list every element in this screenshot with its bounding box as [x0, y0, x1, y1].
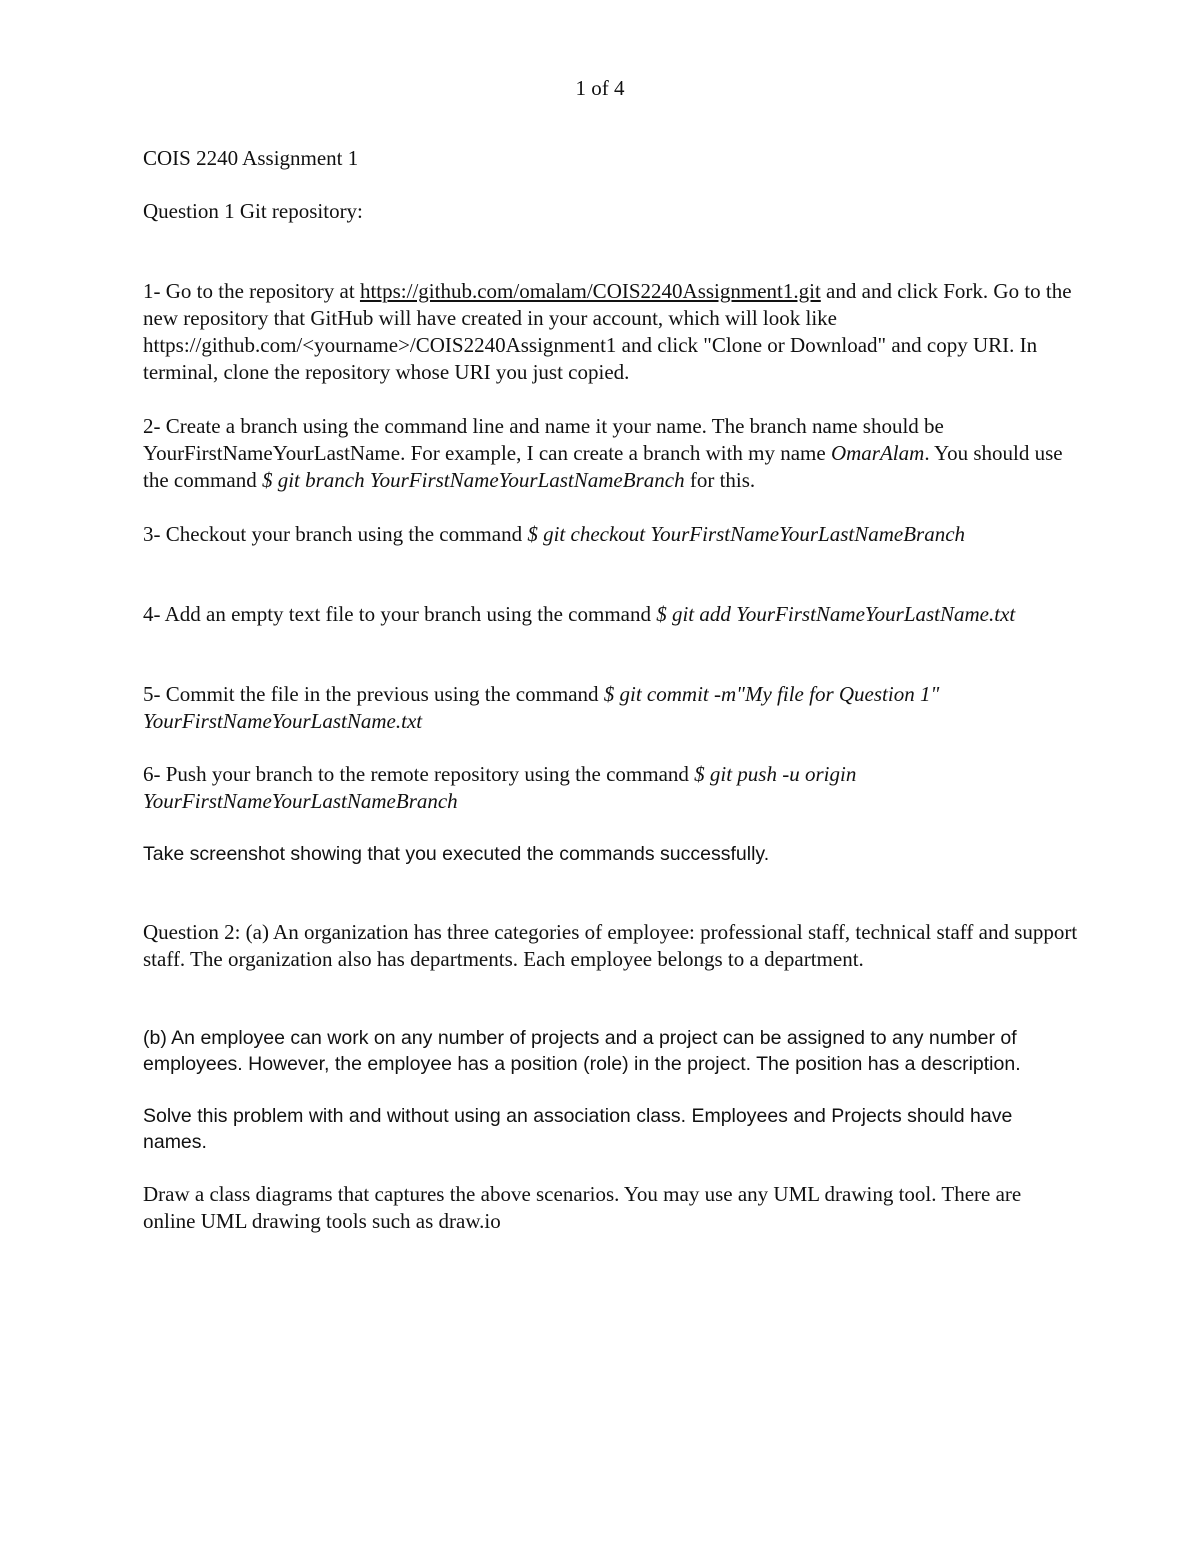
screenshot-note: Take screenshot showing that you executed the commands successfully.	[143, 843, 770, 865]
step-6-prefix: 6- Push your branch to the remote repository using the command	[143, 762, 695, 786]
step-5-prefix: 5- Commit the file in the previous using the command	[143, 682, 604, 706]
step-5	[143, 681, 1078, 735]
page-number: 1 of 4	[575, 76, 625, 100]
step-3	[143, 521, 1078, 548]
git-branch-command: $ git branch YourFirstNameYourLastNameBranch	[261, 468, 685, 492]
question-2b-solve: Solve this problem with and without using an association class. Employees and Projects should have names.	[143, 1105, 1013, 1153]
git-add-command: $ git add YourFirstNameYourLastName.txt	[656, 602, 1016, 626]
assignment-title: COIS 2240 Assignment 1	[143, 146, 359, 170]
question-2b: (b) An employee can work on any number of projects and a project can be assigned to any number of employees. However, the employee has a position (role) in the project. The position has a description.	[143, 1027, 1021, 1075]
example-branch-name: OmarAlam	[830, 441, 925, 465]
question-1-heading: Question 1 Git repository:	[143, 199, 363, 223]
step-2-mid: . You should use the command	[143, 441, 1063, 492]
step-4-prefix: 4- Add an empty text file to your branch using the command	[143, 602, 657, 626]
git-push-command: $ git push -u origin YourFirstNameYourLastNameBranch	[143, 762, 857, 813]
draw-instruction: Draw a class diagrams that captures the above scenarios. You may use any UML drawing tool. There are online UML drawing tools such as draw.io	[143, 1182, 1022, 1233]
step-4	[143, 601, 1078, 628]
step-2-prefix: 2- Create a branch using the command line and name it your name. The branch name should be YourFirstNameYourLastName. For example, I can create a branch with my name	[143, 414, 944, 465]
step-6	[143, 761, 1078, 815]
step-1-prefix: 1- Go to the repository at	[143, 279, 360, 303]
step-2	[143, 413, 1078, 494]
git-commit-command: $ git commit -m"My file for Question 1" YourFirstNameYourLastName.txt	[143, 682, 940, 733]
question-2a: Question 2: (a) An organization has three categories of employee: professional staff, technical staff and support staff. The organization also has departments. Each employee belongs to a department.	[143, 920, 1078, 971]
repository-link[interactable]: https://github.com/omalam/COIS2240Assignment1.git	[359, 279, 821, 303]
step-2-suffix: for this.	[684, 468, 756, 492]
step-3-prefix: 3- Checkout your branch using the command	[143, 522, 528, 546]
step-1-text: and and click Fork. Go to the new repository that GitHub will have created in your account, which will look like https://github.com/<yourname>/COIS2240Assignment1 and click "Clone or Download" and copy URI. In terminal, clone the repository whose URI you just copied.	[143, 279, 1072, 384]
step-1	[143, 278, 1078, 386]
git-checkout-command: $ git checkout YourFirstNameYourLastNameBranch	[527, 522, 966, 546]
